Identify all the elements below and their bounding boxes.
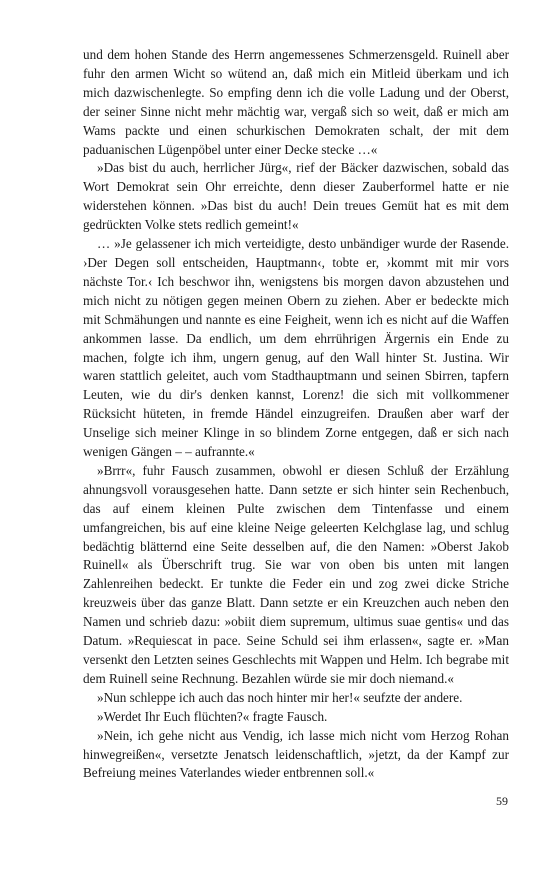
paragraph: »Nein, ich gehe nicht aus Vendig, ich lasse mich nicht vom Herzog Rohan hinwegreißen«, versetzte Jenatsch leidenschaftlich, »jetzt, da der Kampf zur Befreiung meines Vaterlandes wieder entbrennen soll.« <box>83 727 509 781</box>
paragraph: »Das bist du auch, herrlicher Jürg«, rief der Bäcker dazwischen, sobald das Wort Demokrat sein Ohr erreichte, denn dieser Zauberformel hatte er nie widerstehen können. »Das bist du auch! Dein treues Gemüt hat es mit dem gedrückten Volke stets redlich gemeint!« <box>83 160 509 233</box>
paragraph: »Nun schleppe ich auch das noch hinter mir her!« seufzte der andere. <box>97 689 463 705</box>
body-text <box>83 46 509 783</box>
paragraph: »Werdet Ihr Euch flüchten?« fragte Fausch. <box>97 708 328 724</box>
paragraph: … »Je gelassener ich mich verteidigte, desto unbändiger wurde der Rasende. ›Der Degen soll entscheiden, Hauptmann‹, tobte er, ›kommt mit mir vors nächste Tor.‹ Ich beschwor ihn, wenigstens bis morgen davon abzustehen und mich nicht zu nötigen gegen meinen Obern zu ziehen. Aber er bedeckte mich mit Schmähungen und nannte es eine Feigheit, wenn ich es nicht auf die Waffen ankommen lasse. Da endlich, um dem ehrrührigen Ärgernis ein Ende zu machen, folgte ich ihm, ungern genug, auf den Wall hinter St. Justina. Wir waren stattlich geleitet, auch vom Stadthauptmann und seinen Sbirren, tapfern Leuten, wie du dir's denken kannst, Lorenz! die sich mit vollkommener Rücksicht hüteten, in fremde Händel einzugreifen. Draußen aber warf der Unselige sich meiner Klinge in so blindem Zorne entgegen, daß er sich nach wenigen Gängen – – aufrannte.« <box>83 236 509 460</box>
page-number: 59 <box>496 794 508 808</box>
paragraph: »Brrr«, fuhr Fausch zusammen, obwohl er diesen Schluß der Erzählung ahnungsvoll vorausgesehen hatte. Dann setzte er sich hinter sein Rechenbuch, das auf einem kleinen Pulte zwischen dem Tintenfasse und einem umfangreichen, bis auf eine kleine Neige geleerten Kelchglase lag, und schlug bedächtig blätternd eine Seite desselben auf, die den Namen: »Oberst Jakob Ruinell« als Überschrift trug. Sie war von oben bis unten mit langen Zahlenreihen bedeckt. Er tunkte die Feder ein und zog zwei dicke Striche kreuzweis über das ganze Blatt. Dann setzte er ein Kreuzchen auch neben den Namen und schrieb dazu: »obiit diem supremum, ultimus suae gentis« und das Datum. »Requiescat in pace. Seine Schuld sei ihm erlassen«, sagte er. »Man versenkt den Letzten seines Geschlechts mit Wappen und Helm. Ich begrabe mit dem Ruinell seine Rechnung. Bezahlen würde sie mir doch niemand.« <box>83 462 509 686</box>
paragraph-continuation: und dem hohen Stande des Herrn angemessenes Schmerzensgeld. Ruinell aber fuhr den armen Wicht so wütend an, daß mich ein Mitleid überkam und ich mich dazwischenlegte. So empfing denn ich die volle Ladung und der Oberst, der seiner Sinne nicht mehr mächtig war, vergaß sich so weit, daß er mich am Wams packte und einen schurkischen Demokraten schalt, der mit dem paduanischen Lügenpöbel unter einer Decke stecke …« <box>83 47 509 157</box>
